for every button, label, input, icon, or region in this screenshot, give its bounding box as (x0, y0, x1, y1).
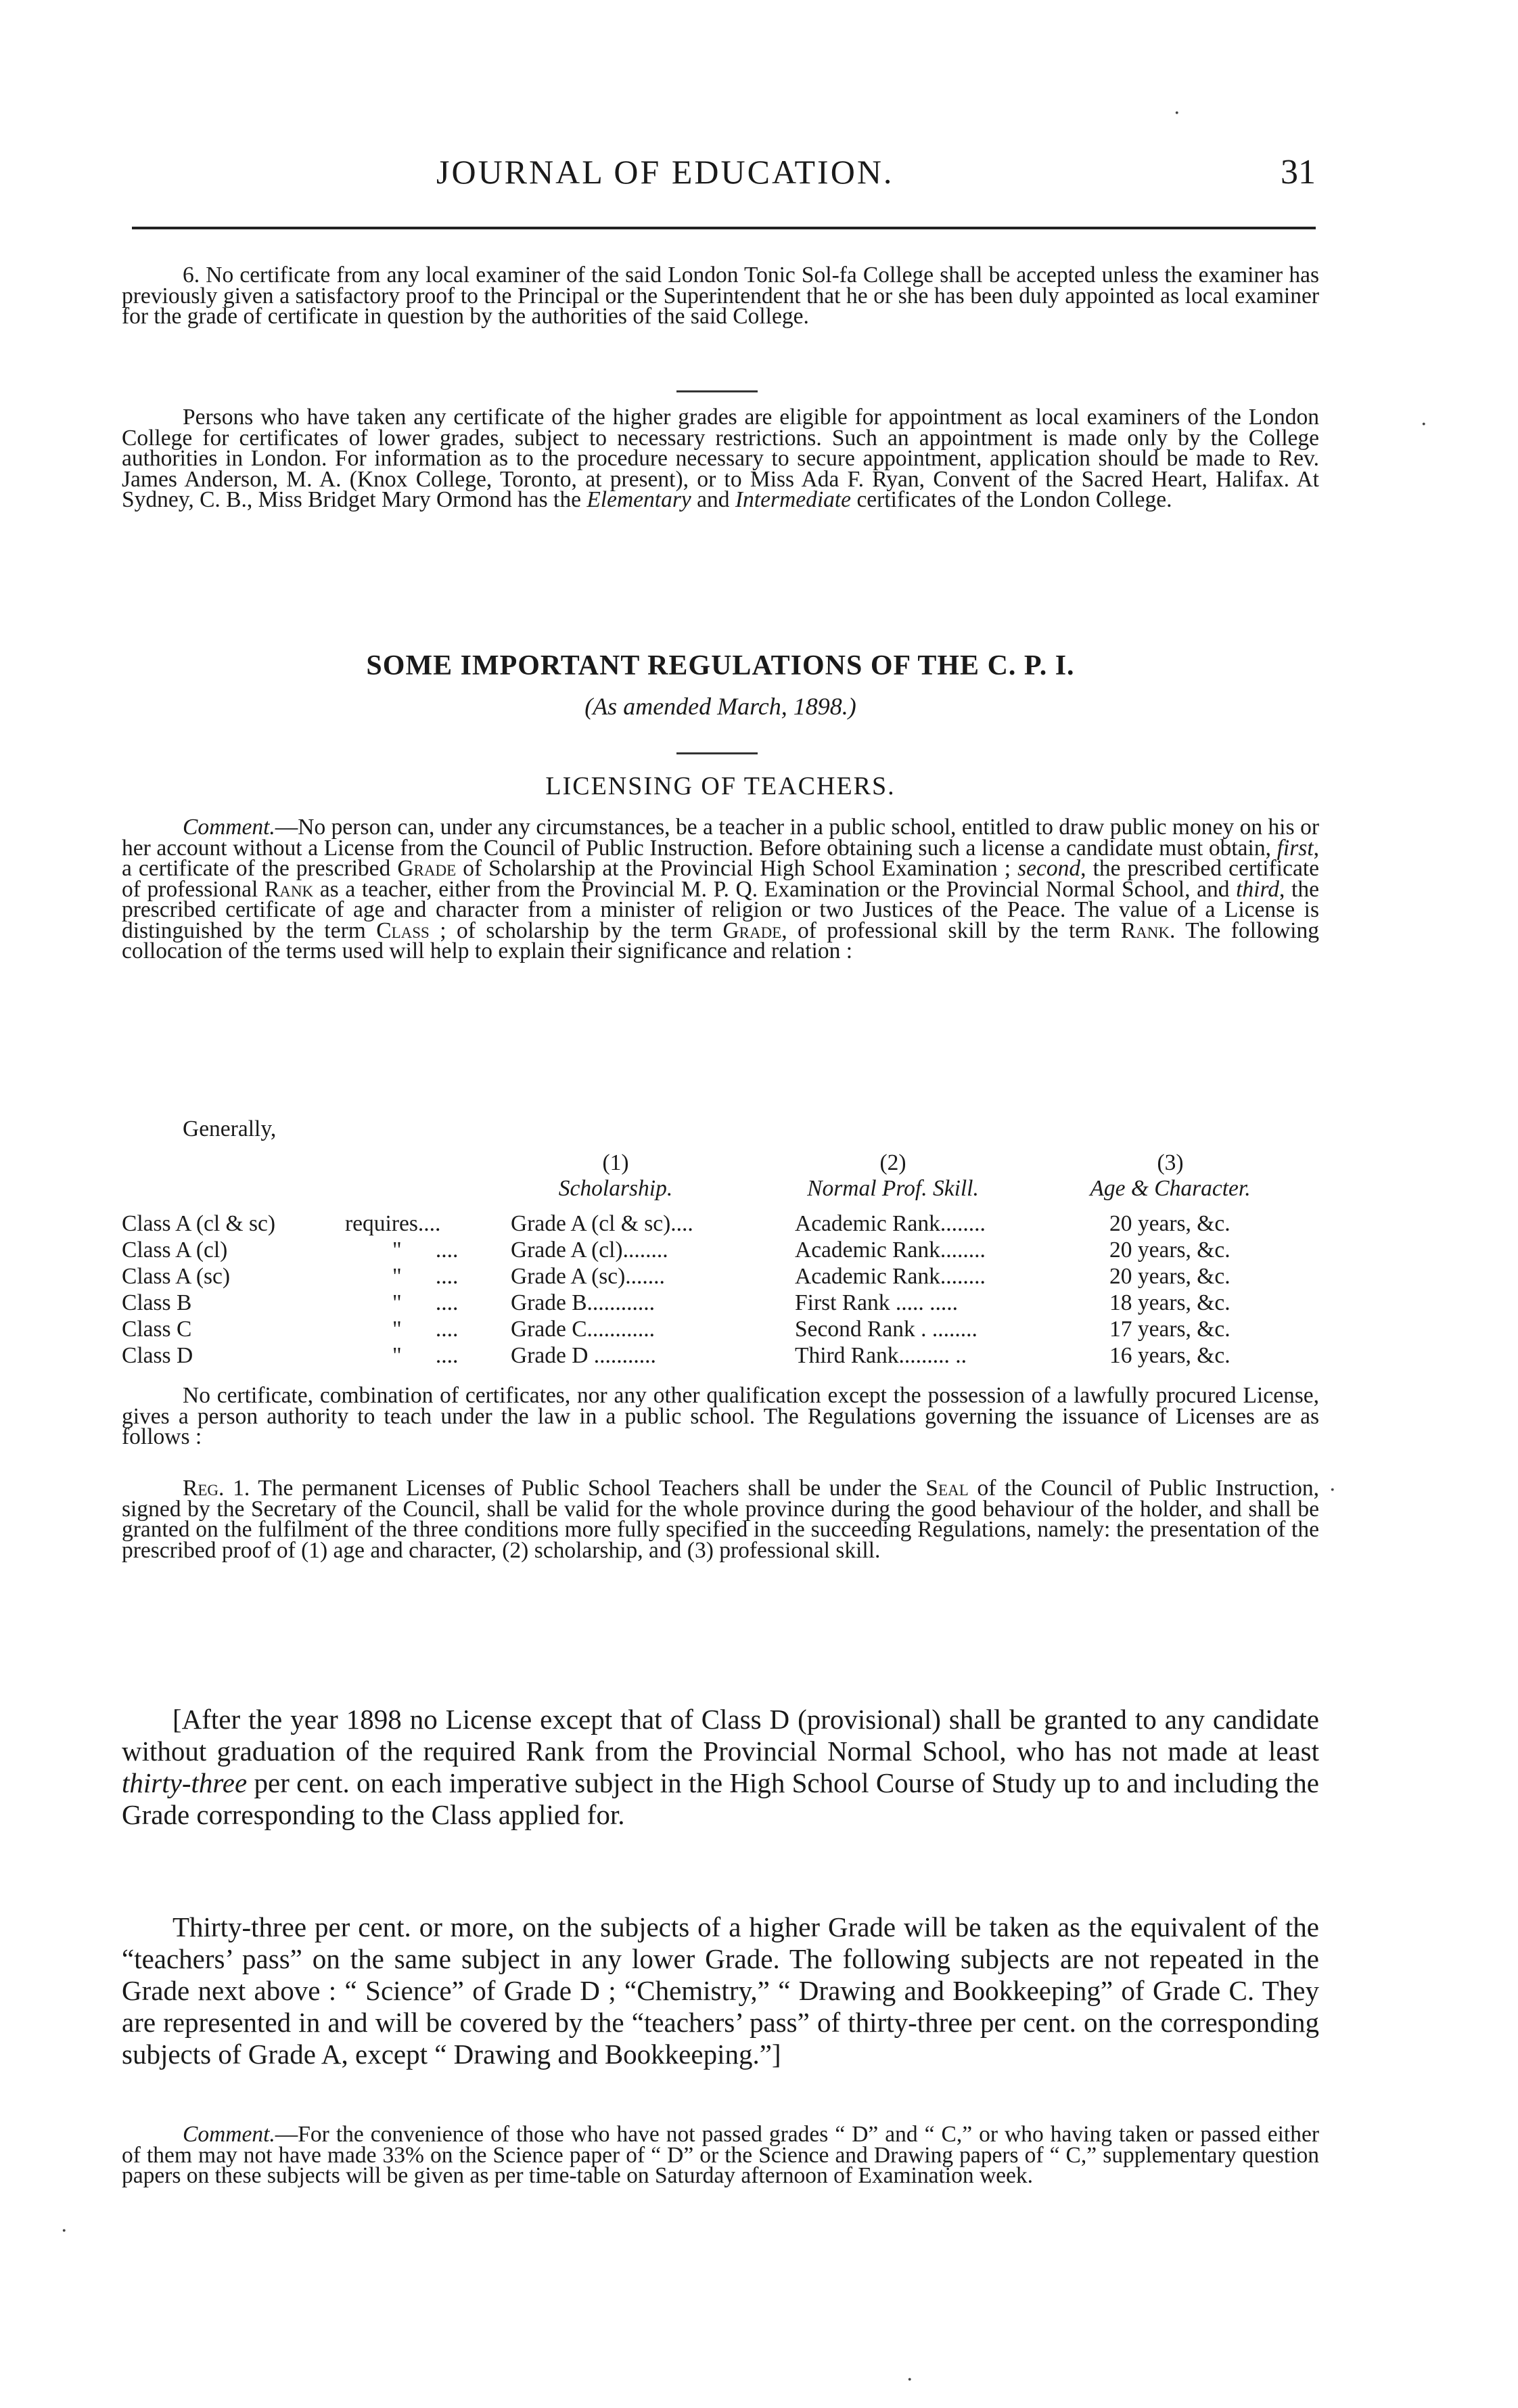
row-class: Class A (cl & sc) (122, 1211, 276, 1236)
regulation-text-2: of the Council of Public Instruction, signed by the Secretary of the Council, shall be valid for the whole province during the good behaviour of the holder, and shall be granted on the fulfilment of the three conditions more fully specified in the succeeding Regulations, namely: the presentation of the prescribed proof of (1) age and character, (2) scholarship, and (3) professional skill. (122, 1476, 1319, 1563)
paragraph-after-1898 (122, 1704, 1319, 1831)
comment-licensing (122, 817, 1319, 962)
row-requires: requires.... (345, 1211, 441, 1236)
running-head (132, 152, 1322, 206)
regulation-label: Reg. 1. (183, 1476, 250, 1501)
comment-text-5: as a teacher, either from the Provincial M. P. Q. Examination or the Provincial Normal School, and (313, 876, 1237, 902)
paragraph-6: 6. No certificate from any local examiner of the said London Tonic Sol-fa College shall be accepted unless the examiner has previously given a satisfactory proof to the Principal or the Superintendent that he or she has been duly appointed as local examiner for the grade of certificate in question by the authorities of the said College. (122, 263, 1319, 329)
persons-intermediate: Intermediate (735, 487, 852, 512)
comment-2-text: —For the convenience of those who have not passed grades “ D” and “ C,” or who having taken or passed either of them may not have made 33% on the Science paper of “ D” or the Science and Drawing papers of “ C,” supplementary question papers on these subjects will be given as per time-table on Saturday afternoon of Examination week. (122, 2122, 1319, 2188)
row-age: 17 years, &c. (1109, 1317, 1230, 1342)
speck-mark: · (1329, 1478, 1336, 1502)
paragraph-persons (122, 407, 1319, 511)
regulation-seal: Seal (925, 1476, 969, 1501)
row-grade: Grade B............ (511, 1290, 656, 1315)
column-3-number: (3) (1157, 1150, 1184, 1175)
column-1-number: (1) (602, 1150, 629, 1175)
persons-elementary: Elementary (586, 487, 691, 512)
comment-grade-term: Grade (397, 856, 457, 881)
row-class: Class A (sc) (122, 1264, 231, 1289)
comment-text-9: . The following collocation of the terms used will help to explain their significance and relation : (122, 917, 1319, 963)
comment-text-8: , of professional skill by the term (781, 917, 1121, 943)
persons-and: and (691, 487, 735, 512)
section-divider (676, 390, 758, 392)
comment-text-3: of Scholarship at the Provincial High School Examination ; (456, 856, 1018, 881)
row-class: Class C (122, 1317, 192, 1342)
comment-2-label: Comment. (183, 2122, 275, 2147)
column-1-heading: Scholarship. (558, 1176, 673, 1201)
row-rank: Second Rank . ........ (795, 1317, 978, 1342)
row-age: 20 years, &c. (1109, 1237, 1230, 1263)
row-grade: Grade D ........... (511, 1343, 656, 1368)
after-1898-text-1: [After the year 1898 no License except that of Class D (provisional) shall be granted to any candidate without graduation of the required Rank from the Provincial Normal School, who has not made at least (122, 1704, 1319, 1767)
comment-third: third (1236, 876, 1280, 902)
comment-second: second (1017, 856, 1081, 881)
speck-mark: · (61, 2219, 68, 2243)
row-rank: Academic Rank........ (795, 1237, 986, 1263)
row-age: 16 years, &c. (1109, 1343, 1230, 1368)
generally-label: Generally, (183, 1116, 277, 1141)
comment-text-1: —No person can, under any circumstances, be a teacher in a public school, entitled to draw public money on his or her account without a License from the Council of Public Instruction. Before obtaining such a license a candidate must obtain, (122, 815, 1319, 861)
speck-mark: · (906, 2368, 913, 2392)
row-grade: Grade C............ (511, 1317, 656, 1342)
comment-text-2: , a certificate of the prescribed (122, 835, 1319, 881)
table-row (122, 1211, 1285, 1238)
row-rank: Third Rank......... .. (795, 1343, 967, 1368)
row-requires: " .... (392, 1237, 459, 1263)
heading-divider (676, 752, 758, 754)
column-3-heading: Age & Character. (1090, 1176, 1251, 1201)
paragraph-thirty-three: Thirty-three per cent. or more, on the subjects of a higher Grade will be taken as the equivalent of the “teachers’ pass” on the same subject in any lower Grade. The following subjects are not repeated in the Grade next above : “ Science” of Grade D ; “Chemistry,” “ Drawing and Bookkeeping” of Grade C. They are represented in and will be covered by the “teachers’ pass” of thirty-three per cent. on the corresponding subjects of Grade A, except “ Drawing and Bookkeeping.”] (122, 1911, 1319, 2070)
row-rank: First Rank ..... ..... (795, 1290, 959, 1315)
table-row (122, 1290, 1285, 1317)
regulation-text-1: The permanent Licenses of Public School Teachers shall be under the (250, 1476, 926, 1501)
table-row (122, 1317, 1285, 1344)
comment-text-4: , the prescribed certificate of professional (122, 856, 1319, 902)
row-requires: " .... (392, 1290, 459, 1315)
column-2-heading: Normal Prof. Skill. (807, 1176, 979, 1201)
row-requires: " .... (392, 1317, 459, 1342)
comment-rank-term-2: Rank (1120, 917, 1170, 943)
comment-text-6: , the prescribed certificate of age and character from a minister of religion or two Justices of the Peace. The value of a License is distinguished by the term (122, 876, 1319, 943)
amended-note: (As amended March, 1898.) (584, 693, 856, 720)
row-requires: " .... (392, 1264, 459, 1289)
row-grade: Grade A (cl & sc).... (511, 1211, 693, 1236)
row-class: Class B (122, 1290, 192, 1315)
speck-mark: · (1174, 101, 1180, 125)
comment-text-7: ; of scholarship by the term (429, 917, 723, 943)
licensing-heading: LICENSING OF TEACHERS. (545, 772, 896, 800)
table-row (122, 1264, 1285, 1291)
comment-convenience (122, 2122, 1319, 2188)
persons-end: certificates of the London College. (851, 487, 1172, 512)
row-grade: Grade A (cl)........ (511, 1237, 668, 1263)
regulations-heading: SOME IMPORTANT REGULATIONS OF THE C. P. I. (366, 650, 1075, 681)
row-age: 20 years, &c. (1109, 1264, 1230, 1289)
comment-first: first (1276, 835, 1314, 861)
regulation-1 (122, 1478, 1319, 1561)
row-requires: " .... (392, 1343, 459, 1368)
row-rank: Academic Rank........ (795, 1211, 986, 1236)
row-class: Class D (122, 1343, 193, 1368)
comment-rank-term: Rank (264, 876, 314, 902)
row-class: Class A (cl) (122, 1237, 228, 1263)
paragraph-no-certificate: No certificate, combination of certificates, nor any other qualification except the possession of a lawfully procured License, gives a person authority to teach under the law in a public school. The Regulations governing the issuance of Licenses are as follows : (122, 1383, 1319, 1449)
row-age: 20 years, &c. (1109, 1211, 1230, 1236)
after-1898-italic: thirty-three (122, 1767, 248, 1798)
row-rank: Academic Rank........ (795, 1264, 986, 1289)
after-1898-text-2: per cent. on each imperative subject in the High School Course of Study up to and including the Grade corresponding to the Class applied for. (122, 1767, 1319, 1830)
header-rule (132, 227, 1316, 229)
journal-title: JOURNAL OF EDUCATION. (436, 153, 894, 191)
comment-label: Comment. (183, 815, 275, 840)
row-age: 18 years, &c. (1109, 1290, 1230, 1315)
column-2-number: (2) (879, 1150, 906, 1175)
persons-text: Persons who have taken any certificate of the higher grades are eligible for appointment as local examiners of the London College for certificates of lower grades, subject to necessary restrictions. Such an appointment is made only by the College authorities in London. For information as to the procedure necessary to secure appointment, application should be made to Rev. James Anderson, M. A. (Knox College, Toronto, at present), or to Miss Ada F. Ryan, Convent of the Sacred Heart, Halifax. At Sydney, C. B., Miss Bridget Mary Ormond has the (122, 405, 1319, 512)
comment-class-term: Class (376, 917, 430, 943)
comment-grade-term-2: Grade (722, 917, 782, 943)
table-row (122, 1237, 1285, 1265)
page-number: 31 (1281, 153, 1316, 191)
row-grade: Grade A (sc)....... (511, 1264, 665, 1289)
speck-mark: · (1421, 413, 1427, 436)
table-row (122, 1343, 1285, 1370)
